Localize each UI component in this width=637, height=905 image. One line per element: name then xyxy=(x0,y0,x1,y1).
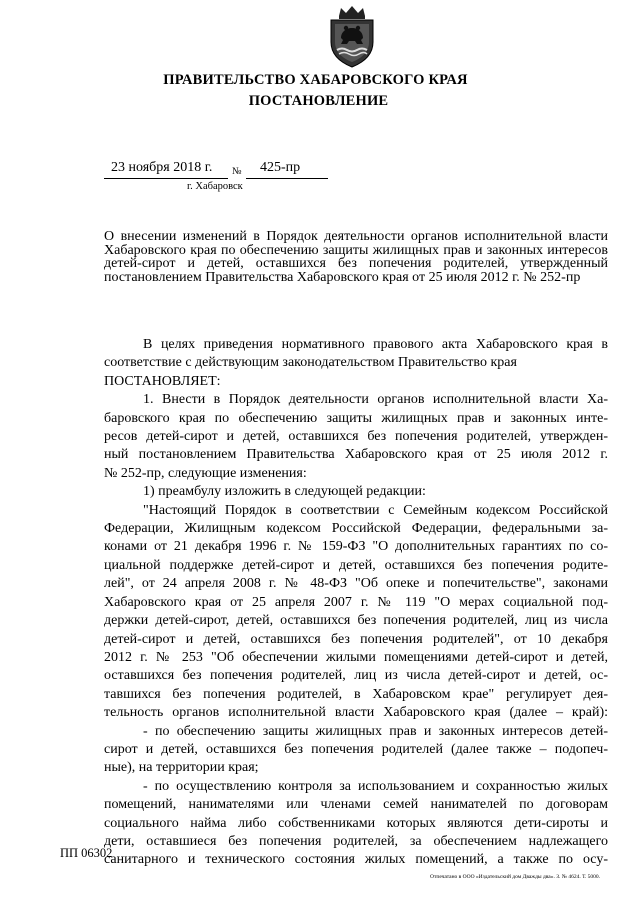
number-underline xyxy=(246,178,328,179)
date-underline xyxy=(104,178,228,179)
text-line: циальной поддержке детей-сирот и детей, оставшихся без попечения родите- xyxy=(104,557,608,573)
document-date: 23 ноября 2018 г. xyxy=(111,160,213,175)
text-line: тельность органов исполнительной власти Хабаровского края (далее – край): xyxy=(104,705,608,721)
document-city: г. Хабаровск xyxy=(187,181,243,192)
document-title: О внесении изменений в Порядок деятельности органов исполнительной власти Хабаровского края по обеспечению защиты жилищных прав и законных интересов детей-сирот и детей, оставшихся без попечения родителей, утвержденный постановлением Правительства Хабаровского края от 25 июля 2012 г. № 252-пр xyxy=(104,229,608,285)
text-line: помещений, нанимателями или членами семей нанимателей по договорам xyxy=(104,797,608,813)
text-line: ный постановлением Правительства Хабаровского края от 25 июля 2012 г. xyxy=(104,447,608,463)
text-line: В целях приведения нормативного правового акта Хабаровского края в xyxy=(143,337,608,352)
bullet-2-cont xyxy=(104,796,608,870)
print-note: Отпечатано в ООО «Издательский дом Дважды два». З. № 4624. Т. 5000. xyxy=(430,874,601,880)
document-type: ПОСТАНОВЛЕНИЕ xyxy=(248,93,389,109)
intro-paragraph xyxy=(104,336,608,354)
text-line: 1. Внести в Порядок деятельности органов исполнительной власти Ха- xyxy=(143,392,608,408)
item-1 xyxy=(104,391,608,409)
item-1-1 xyxy=(104,483,608,501)
text-line: дети, оставшиеся без попечения родителей, за обеспечением надлежащего xyxy=(104,833,608,849)
text-line: ресов детей-сирот и детей, оставшихся без попечения родителей, утвержден- xyxy=(104,429,608,445)
text-line: 1) преамбулу изложить в следующей редакции: xyxy=(143,484,426,500)
bullet-1-cont xyxy=(104,741,608,778)
document-number: 425-пр xyxy=(260,160,301,175)
intro-paragraph-cont xyxy=(104,354,608,391)
text-line: тавшихся без попечения родителей, в Хабаровском крае" регулирует дея- xyxy=(104,686,608,702)
text-line: - по обеспечению защиты жилищных прав и законных интересов детей- xyxy=(143,723,608,739)
text-line: социального найма либо собственниками которых являются дети-сироты и xyxy=(104,815,608,831)
text-line: Федерации, Жилищным кодексом Российской Федерации, федеральными за- xyxy=(104,521,608,537)
text-line: конами от 21 декабря 1996 г. № 159-ФЗ "О дополнительных гарантиях по со- xyxy=(104,539,608,555)
item-1-cont xyxy=(104,410,608,484)
number-sign: № xyxy=(232,166,242,177)
quote-paragraph xyxy=(104,502,608,520)
text-line: сирот и детей, оставшихся без попечения родителей (далее также – подопеч- xyxy=(104,741,608,757)
text-line: - по осуществлению контроля за использованием и сохранностью жилых xyxy=(143,778,608,794)
text-line: Хабаровского края от 25 апреля 2007 г. № 119 "О мерах социальной под- xyxy=(104,594,608,610)
resolves-heading: ПОСТАНОВЛЯЕТ: xyxy=(104,373,221,389)
text-line: детей-сирот и детей, оставшихся без попечения родителей", от 10 декабря xyxy=(104,631,608,647)
text-line: санитарного и технического состояния жилых помещений, а также по осу- xyxy=(104,852,608,868)
text-line: оставшихся без попечения родителей, лиц из числа детей-сирот и детей, ос- xyxy=(104,668,608,684)
text-line: ные), на территории края; xyxy=(104,760,259,776)
text-line: 2012 г. № 253 "Об обеспечении жилыми помещениями детей-сирот и детей, xyxy=(104,649,608,665)
government-name: ПРАВИТЕЛЬСТВО ХАБАРОВСКОГО КРАЯ xyxy=(163,72,468,88)
bullet-2 xyxy=(104,778,608,796)
text-line: № 252-пр, следующие изменения: xyxy=(104,465,307,481)
text-line: лей", от 24 апреля 2008 г. № 48-ФЗ "Об опеке и попечительстве", законами xyxy=(104,576,608,592)
document-body xyxy=(104,336,608,870)
bullet-1 xyxy=(104,723,608,741)
text-line: "Настоящий Порядок в соответствии с Семейным кодексом Российской xyxy=(143,502,608,518)
document-code: ПП 06302 xyxy=(60,846,113,860)
text-line: держки детей-сирот, детей, оставшихся без попечения родителей, лиц из числа xyxy=(104,613,608,629)
text-line: соответствие с действующим законодательством Правительство края xyxy=(104,355,517,371)
coat-of-arms-icon xyxy=(327,6,377,68)
text-line: баровского края по обеспечению защиты жилищных прав и законных инте- xyxy=(104,410,608,426)
quote-paragraph-cont xyxy=(104,520,608,722)
